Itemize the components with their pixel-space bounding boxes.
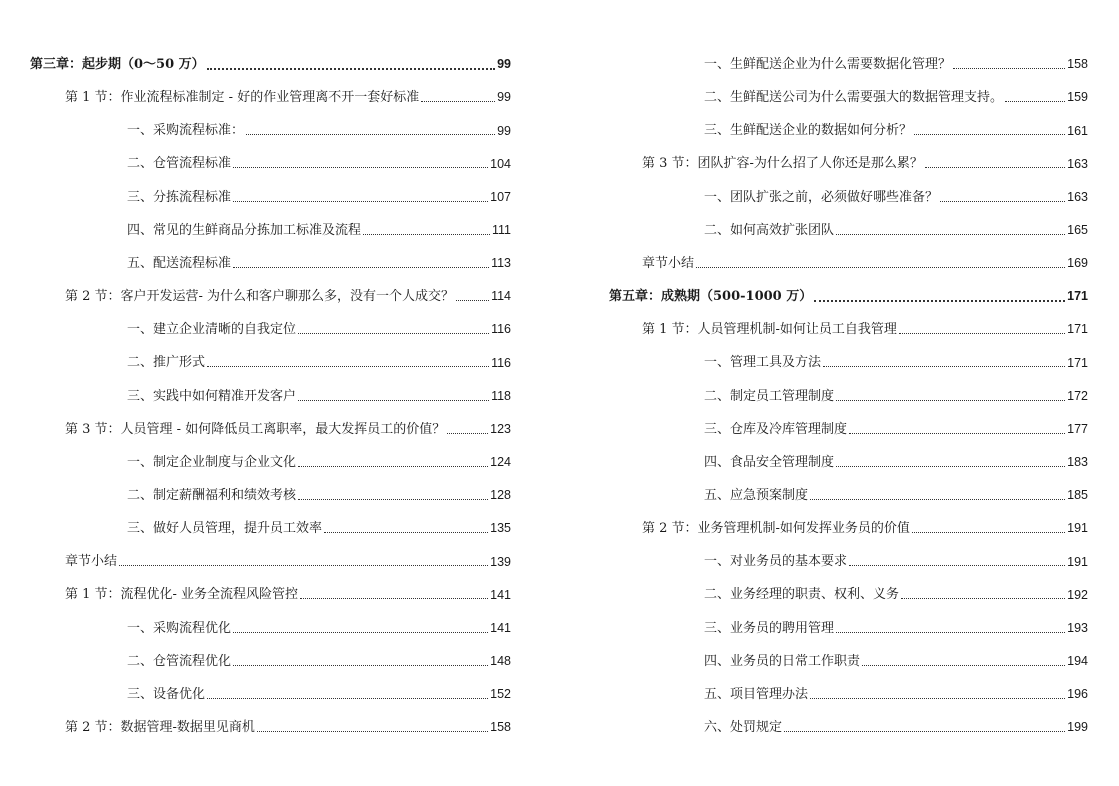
toc-subsection-row[interactable]	[127, 380, 511, 413]
toc-entry-title: 五、配送流程标准	[127, 255, 232, 271]
toc-page-number: 124	[490, 455, 511, 470]
toc-entry-title: 章节小结	[642, 255, 695, 271]
toc-entry-title: 一、生鲜配送企业为什么需要数据化管理？	[704, 57, 952, 72]
toc-subsection-row[interactable]	[127, 114, 511, 147]
toc-subsection-row[interactable]	[704, 479, 1088, 512]
toc-entry-title: 第 3 节：团队扩容-为什么招了人你还是那么累？	[642, 156, 923, 172]
toc-entry-title: 三、做好人员管理，提升员工效率	[127, 521, 323, 537]
toc-section-row[interactable]	[642, 313, 1088, 346]
dot-leader	[421, 101, 495, 102]
toc-page-number: 99	[497, 57, 511, 72]
toc-subsection-row[interactable]	[704, 114, 1088, 147]
toc-entry-title: 一、采购流程标准：	[127, 123, 245, 139]
toc-entry-title: 第 3 节：人员管理 - 如何降低员工离职率，最大发挥员工的价值？	[65, 421, 446, 437]
toc-page-number: 161	[1067, 123, 1088, 138]
toc-subsection-row[interactable]	[704, 81, 1088, 114]
dot-leader	[298, 400, 489, 401]
toc-section-row[interactable]	[642, 512, 1088, 545]
toc-entry-title: 二、推广形式	[127, 355, 206, 371]
dot-leader	[233, 632, 488, 633]
dot-leader	[246, 134, 495, 135]
toc-subsection-row[interactable]	[127, 678, 511, 711]
toc-page-number: 165	[1067, 223, 1088, 237]
dot-leader	[363, 234, 490, 235]
dot-leader	[836, 632, 1065, 633]
dot-leader	[456, 300, 489, 301]
toc-entry-title: 三、生鲜配送企业的数据如何分析？	[704, 123, 913, 139]
toc-page-number: 123	[490, 421, 511, 436]
toc-subsection-row[interactable]	[127, 313, 511, 346]
toc-page-number: 171	[1067, 289, 1088, 304]
toc-entry-title: 第 1 节：人员管理机制-如何让员工自我管理	[642, 322, 897, 338]
toc-entry-title: 一、团队扩张之前，必须做好哪些准备？	[704, 189, 939, 205]
dot-leader	[862, 665, 1065, 666]
toc-chapter-row[interactable]	[30, 48, 511, 81]
dot-leader	[696, 267, 1065, 268]
toc-page-number: 158	[490, 720, 511, 735]
toc-page-number: 99	[497, 90, 511, 105]
toc-page-number: 118	[491, 388, 511, 403]
dot-leader	[233, 267, 489, 268]
toc-section-row[interactable]	[65, 578, 511, 611]
toc-page-number: 183	[1067, 455, 1088, 470]
toc-subsection-row[interactable]	[127, 214, 511, 247]
dot-leader	[823, 366, 1065, 367]
toc-subsection-row[interactable]	[127, 645, 511, 678]
toc-page-number: 193	[1067, 620, 1088, 635]
dot-leader	[810, 499, 1065, 500]
toc-page-number: 169	[1067, 256, 1088, 271]
toc-entry-title: 六、处罚规定	[704, 720, 783, 735]
dot-leader	[298, 333, 489, 334]
toc-page-number: 192	[1067, 587, 1088, 602]
toc-chapter-row[interactable]	[609, 280, 1088, 313]
toc-page-number: 99	[497, 123, 511, 138]
toc-page-number: 177	[1067, 421, 1088, 436]
dot-leader	[257, 731, 488, 732]
dot-leader	[784, 731, 1065, 732]
toc-entry-title: 一、管理工具及方法	[704, 355, 822, 371]
toc-entry-title: 第 2 节：业务管理机制-如何发挥业务员的价值	[642, 521, 910, 537]
toc-page-number: 185	[1067, 488, 1088, 503]
toc-page-number: 199	[1067, 720, 1088, 735]
dot-leader	[810, 698, 1065, 699]
toc-entry-title: 五、应急预案制度	[704, 487, 809, 503]
dot-leader	[914, 134, 1065, 135]
toc-subsection-row[interactable]	[127, 612, 511, 645]
dot-leader	[207, 698, 488, 699]
dot-leader	[324, 532, 488, 533]
dot-leader	[298, 499, 488, 500]
toc-section-row[interactable]	[642, 247, 1088, 280]
toc-subsection-row[interactable]	[127, 512, 511, 545]
toc-page-number: 116	[491, 322, 511, 337]
toc-page-number: 191	[1067, 554, 1088, 569]
toc-page-number: 139	[490, 554, 511, 569]
toc-subsection-row[interactable]	[704, 181, 1088, 214]
toc-subsection-row[interactable]	[127, 181, 511, 214]
toc-subsection-row[interactable]	[127, 247, 511, 280]
toc-page-number: 171	[1067, 322, 1088, 337]
toc-page-number: 114	[491, 289, 511, 304]
toc-entry-title: 四、食品安全管理制度	[704, 454, 835, 470]
toc-page-number: 194	[1067, 653, 1088, 668]
toc-page-number: 158	[1067, 57, 1088, 72]
toc-subsection-row[interactable]	[704, 711, 1088, 744]
toc-section-row[interactable]	[65, 81, 511, 114]
toc-page-number: 111	[491, 223, 511, 237]
dot-leader	[233, 167, 488, 168]
toc-entry-title: 三、仓库及冷库管理制度	[704, 421, 848, 437]
toc-page-number: 171	[1067, 355, 1088, 370]
dot-leader	[447, 433, 488, 434]
dot-leader	[849, 565, 1065, 566]
toc-page-number: 159	[1067, 90, 1088, 105]
toc-entry-title: 二、仓管流程优化	[127, 653, 232, 669]
toc-page-number: 116	[491, 355, 511, 370]
dot-leader	[119, 565, 488, 566]
toc-section-row[interactable]	[65, 280, 511, 313]
dot-leader	[233, 201, 488, 202]
toc-entry-title: 五、项目管理办法	[704, 686, 809, 702]
toc-subsection-row[interactable]	[127, 446, 511, 479]
toc-page-number: 191	[1067, 521, 1088, 536]
toc-page-number: 163	[1067, 156, 1088, 171]
toc-subsection-row[interactable]	[704, 413, 1088, 446]
toc-page-number: 107	[490, 189, 511, 204]
dot-leader	[300, 598, 488, 599]
toc-section-row[interactable]	[65, 545, 511, 578]
toc-page-number: 148	[490, 653, 511, 668]
toc-entry-title: 一、建立企业清晰的自我定位	[127, 322, 297, 338]
toc-entry-title: 一、采购流程优化	[127, 620, 232, 636]
toc-subsection-row[interactable]	[704, 645, 1088, 678]
toc-entry-title: 一、制定企业制度与企业文化	[127, 454, 297, 470]
toc-entry-title: 第 1 节：作业流程标准制定 - 好的作业管理离不开一套好标准	[65, 90, 420, 106]
toc-subsection-row[interactable]	[704, 578, 1088, 611]
toc-entry-title: 四、业务员的日常工作职责	[704, 653, 861, 669]
toc-section-row[interactable]	[65, 413, 511, 446]
toc-entry-title: 二、仓管流程标准	[127, 156, 232, 172]
toc-entry-title: 四、常见的生鲜商品分拣加工标准及流程	[127, 222, 362, 238]
toc-subsection-row[interactable]	[704, 48, 1088, 81]
toc-entry-title: 章节小结	[65, 554, 118, 570]
dot-leader	[207, 68, 495, 70]
toc-page-number: 141	[490, 620, 511, 635]
toc-page-number: 141	[490, 587, 511, 602]
dot-leader	[207, 366, 489, 367]
toc-subsection-row[interactable]	[704, 678, 1088, 711]
toc-subsection-row[interactable]	[704, 545, 1088, 578]
dot-leader	[925, 167, 1065, 168]
toc-entry-title: 一、对业务员的基本要求	[704, 554, 848, 570]
toc-subsection-row[interactable]	[127, 147, 511, 180]
dot-leader	[836, 466, 1065, 467]
toc-entry-title: 二、如何高效扩张团队	[704, 222, 835, 238]
toc-entry-title: 二、制定员工管理制度	[704, 388, 835, 404]
toc-entry-title: 第三章：起步期（0～50 万）	[30, 57, 205, 72]
toc-entry-title: 二、生鲜配送公司为什么需要强大的数据管理支持。	[704, 90, 1004, 106]
toc-page-number: 113	[491, 256, 511, 271]
toc-page-number: 128	[490, 488, 511, 503]
toc-entry-title: 三、业务员的聘用管理	[704, 620, 835, 636]
toc-subsection-row[interactable]	[704, 380, 1088, 413]
toc-subsection-row[interactable]	[704, 446, 1088, 479]
dot-leader	[912, 532, 1065, 533]
toc-page-number: 104	[490, 156, 511, 171]
dot-leader	[849, 433, 1065, 434]
toc-entry-title: 二、制定薪酬福利和绩效考核	[127, 487, 297, 503]
toc-page-number: 152	[490, 687, 511, 702]
toc-entry-title: 三、设备优化	[127, 686, 206, 702]
toc-section-row[interactable]	[65, 711, 511, 744]
toc-subsection-row[interactable]	[704, 346, 1088, 379]
dot-leader	[836, 234, 1065, 235]
toc-entry-title: 第 1 节：流程优化- 业务全流程风险管控	[65, 587, 299, 603]
dot-leader	[1005, 101, 1065, 102]
toc-entry-title: 三、分拣流程标准	[127, 189, 232, 205]
toc-subsection-row[interactable]	[704, 214, 1088, 247]
toc-subsection-row[interactable]	[704, 612, 1088, 645]
toc-entry-title: 第 2 节：客户开发运营- 为什么和客户聊那么多，没有一个人成交？	[65, 289, 455, 305]
toc-subsection-row[interactable]	[127, 479, 511, 512]
dot-leader	[899, 333, 1065, 334]
dot-leader	[836, 400, 1065, 401]
toc-section-row[interactable]	[642, 147, 1088, 180]
dot-leader	[940, 201, 1065, 202]
toc-page-number: 163	[1067, 189, 1088, 204]
toc-page-number: 196	[1067, 687, 1088, 702]
toc-page-number: 172	[1067, 388, 1088, 403]
toc-page-number: 135	[490, 521, 511, 536]
dot-leader	[901, 598, 1065, 599]
toc-entry-title: 三、实践中如何精准开发客户	[127, 388, 297, 404]
toc-entry-title: 第 2 节：数据管理-数据里见商机	[65, 720, 255, 735]
toc-entry-title: 二、业务经理的职责、权利、义务	[704, 587, 900, 603]
dot-leader	[953, 68, 1065, 69]
toc-subsection-row[interactable]	[127, 346, 511, 379]
dot-leader	[814, 300, 1065, 302]
dot-leader	[298, 466, 488, 467]
toc-entry-title: 第五章：成熟期（500-1000 万）	[609, 289, 813, 305]
dot-leader	[233, 665, 488, 666]
